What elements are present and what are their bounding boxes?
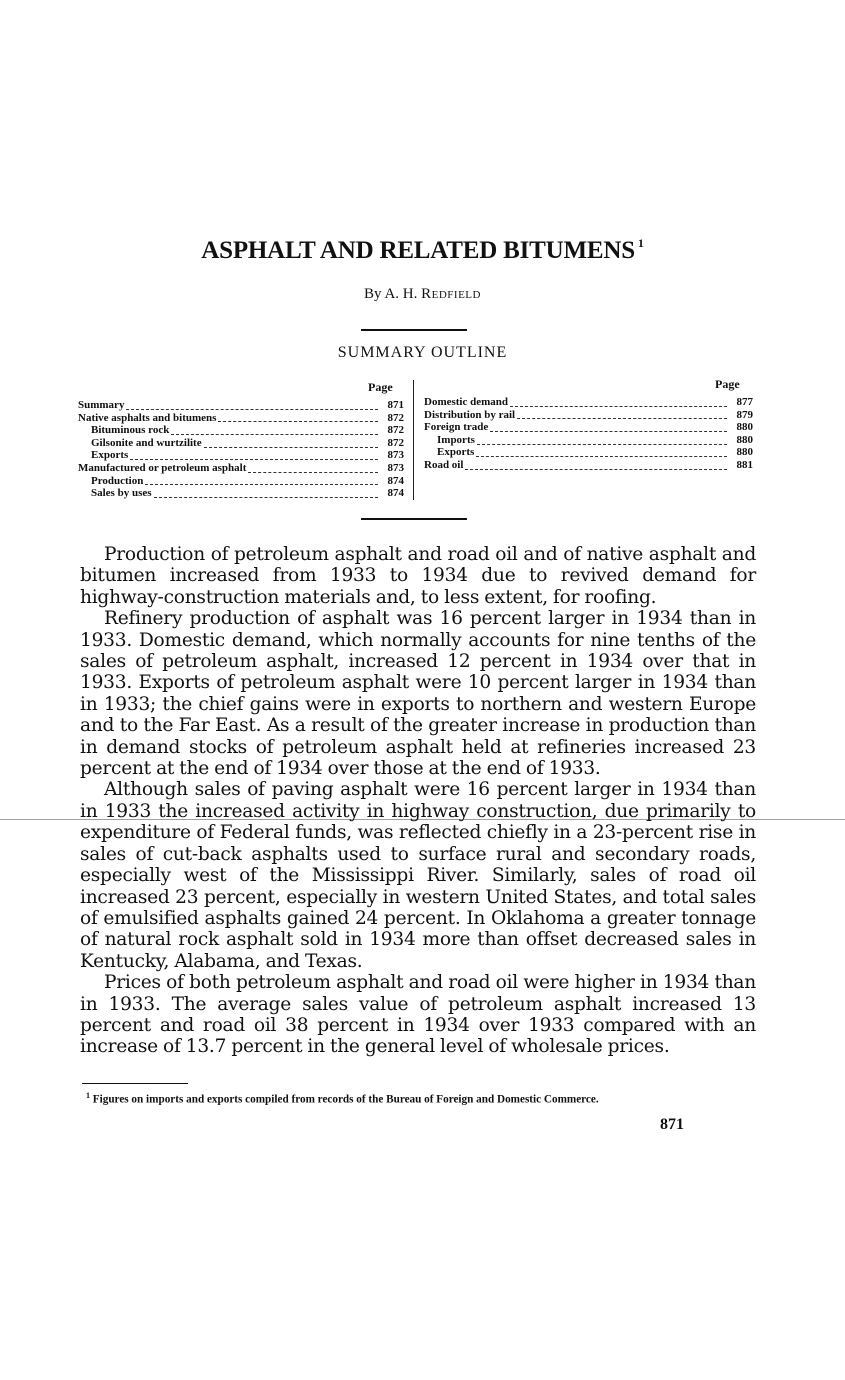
title-rule <box>361 329 467 331</box>
title-text: ASPHALT AND RELATED BITUMENS <box>201 237 635 264</box>
toc-entry <box>78 487 404 500</box>
toc-entry-page: 877 <box>736 396 753 408</box>
document-title <box>0 236 845 265</box>
toc-entry-page: 880 <box>736 421 753 434</box>
outline-rule <box>361 518 467 520</box>
toc-entry-label: Gilsonite and wurtzilite <box>91 436 202 449</box>
toc-entry-label: Exports <box>437 446 475 459</box>
byline-prefix: By A. H. <box>364 286 422 302</box>
paragraph-refinery-production: Refinery production of asphalt was 16 percent larger in 1934 than in 1933. Domestic demand, which normally accounts for nine tenths of the sales of petroleum asphalt, increased 12 percent in 1934 over that in 1933. Exports of petroleum asphalt were 10 percent larger in 1934 than in 1933; the chief gains were in exports to northern and western Europe and to the Far East. As a result of the greater increase in production than in demand stocks of petroleum asphalt held at refineries increased 23 percent at the end of 1934 over those at the end of 1933. <box>80 608 756 780</box>
toc-leader-dots <box>248 464 378 473</box>
toc-leader-dots <box>510 398 727 407</box>
toc-entry <box>78 475 404 488</box>
toc-entry-page: 874 <box>387 487 404 500</box>
toc-leader-dots <box>517 410 727 419</box>
body-text <box>80 544 756 1058</box>
toc-leader-dots <box>154 489 378 498</box>
author-name: Redfield <box>421 286 481 302</box>
toc-entry <box>78 437 404 450</box>
toc-entry-page: 872 <box>387 411 404 424</box>
toc-entry-label: Distribution by rail <box>424 408 516 421</box>
footnote-mark: 1 <box>86 1091 90 1100</box>
toc-entry-label: Exports <box>91 449 129 462</box>
footnote-rule <box>82 1083 188 1084</box>
paragraph-summary: Production of petroleum asphalt and road oil and of native asphalt and bitumen increased from 1933 to 1934 due to revived demand for highway-construction materials and, to less extent, for roofing. <box>80 544 756 608</box>
toc-leader-dots <box>218 413 378 422</box>
summary-outline-heading: SUMMARY OUTLINE <box>337 344 508 361</box>
toc-entry <box>78 424 404 437</box>
footnote <box>82 1089 758 1107</box>
toc-entry-page: 872 <box>387 424 404 437</box>
paragraph-prices: Prices of both petroleum asphalt and road oil were higher in 1934 than in 1933. The average sales value of petroleum asphalt increased 13 percent and road oil 38 percent in 1934 over 1933 compared with an increase of 13.7 percent in the general level of wholesale prices. <box>80 972 756 1058</box>
paragraph-paving-sales: Although sales of paving asphalt were 16 percent larger in 1934 than in 1933 the increased activity in highway construction, due primarily to expenditure of Federal funds, was reflected chiefly in a 23-percent rise in sales of cut-back asphalts used to surface rural and secondary roads, especially west of the Mississippi River. Similarly, sales of road oil increased 23 percent, especially in western United States, and total sales of emulsified asphalts gained 24 percent. In Oklahoma a greater tonnage of natural rock asphalt sold in 1934 more than offset decreased sales in Kentucky, Alabama, and Texas. <box>80 779 756 972</box>
page-number: 871 <box>660 1116 684 1133</box>
toc-entry <box>424 409 753 422</box>
toc-entry <box>78 449 404 462</box>
toc-left-page-header: Page <box>368 380 393 394</box>
toc-entry <box>424 434 753 447</box>
toc-entry <box>424 446 753 459</box>
toc-entry <box>424 396 753 409</box>
toc-entry-page: 872 <box>387 436 404 449</box>
toc-leader-dots <box>490 423 727 432</box>
toc-leader-dots <box>465 461 727 470</box>
toc-entry-page: 879 <box>736 408 753 421</box>
toc-entry-label: Manufactured or petroleum asphalt <box>78 461 247 474</box>
toc-column-divider <box>413 380 414 500</box>
toc-entry-page: 881 <box>736 458 753 471</box>
toc-entry-label: Domestic demand <box>424 396 509 408</box>
toc-leader-dots <box>477 436 727 445</box>
toc-entry-label: Native asphalts and bitumens <box>78 411 217 424</box>
toc-entry-page: 874 <box>387 474 404 487</box>
toc-entry-page: 873 <box>387 449 404 462</box>
toc-leader-dots <box>476 448 727 457</box>
footnote-text: Figures on imports and exports compiled from records of the Bureau of Foreign and Domestic Commerce. <box>92 1093 599 1106</box>
byline <box>0 286 845 303</box>
toc-leader-dots <box>126 401 378 410</box>
title-footnote-mark: 1 <box>637 236 644 250</box>
toc-entry-page: 873 <box>387 461 404 474</box>
toc-entry-label: Bituminous rock <box>91 424 170 437</box>
toc-entry <box>78 399 404 412</box>
toc-entry-label: Road oil <box>424 458 464 471</box>
toc-entry <box>78 412 404 425</box>
toc-entry-label: Foreign trade <box>424 421 489 434</box>
toc-left-column <box>78 399 404 500</box>
toc-entry-label: Sales by uses <box>91 487 152 500</box>
toc-entry-label: Imports <box>437 433 475 446</box>
toc-entry-label: Production <box>91 474 144 487</box>
toc-leader-dots <box>130 451 378 460</box>
toc-right-page-header: Page <box>715 377 740 391</box>
toc-right-column <box>424 396 753 472</box>
toc-entry-page: 871 <box>387 399 404 411</box>
toc-entry <box>424 421 753 434</box>
toc-leader-dots <box>204 439 378 448</box>
toc-entry-label: Summary <box>78 399 125 411</box>
toc-leader-dots <box>171 426 378 435</box>
toc-entry <box>424 459 753 472</box>
toc-leader-dots <box>145 476 378 485</box>
toc-entry-page: 880 <box>736 446 753 459</box>
toc-entry-page: 880 <box>736 433 753 446</box>
toc-entry <box>78 462 404 475</box>
